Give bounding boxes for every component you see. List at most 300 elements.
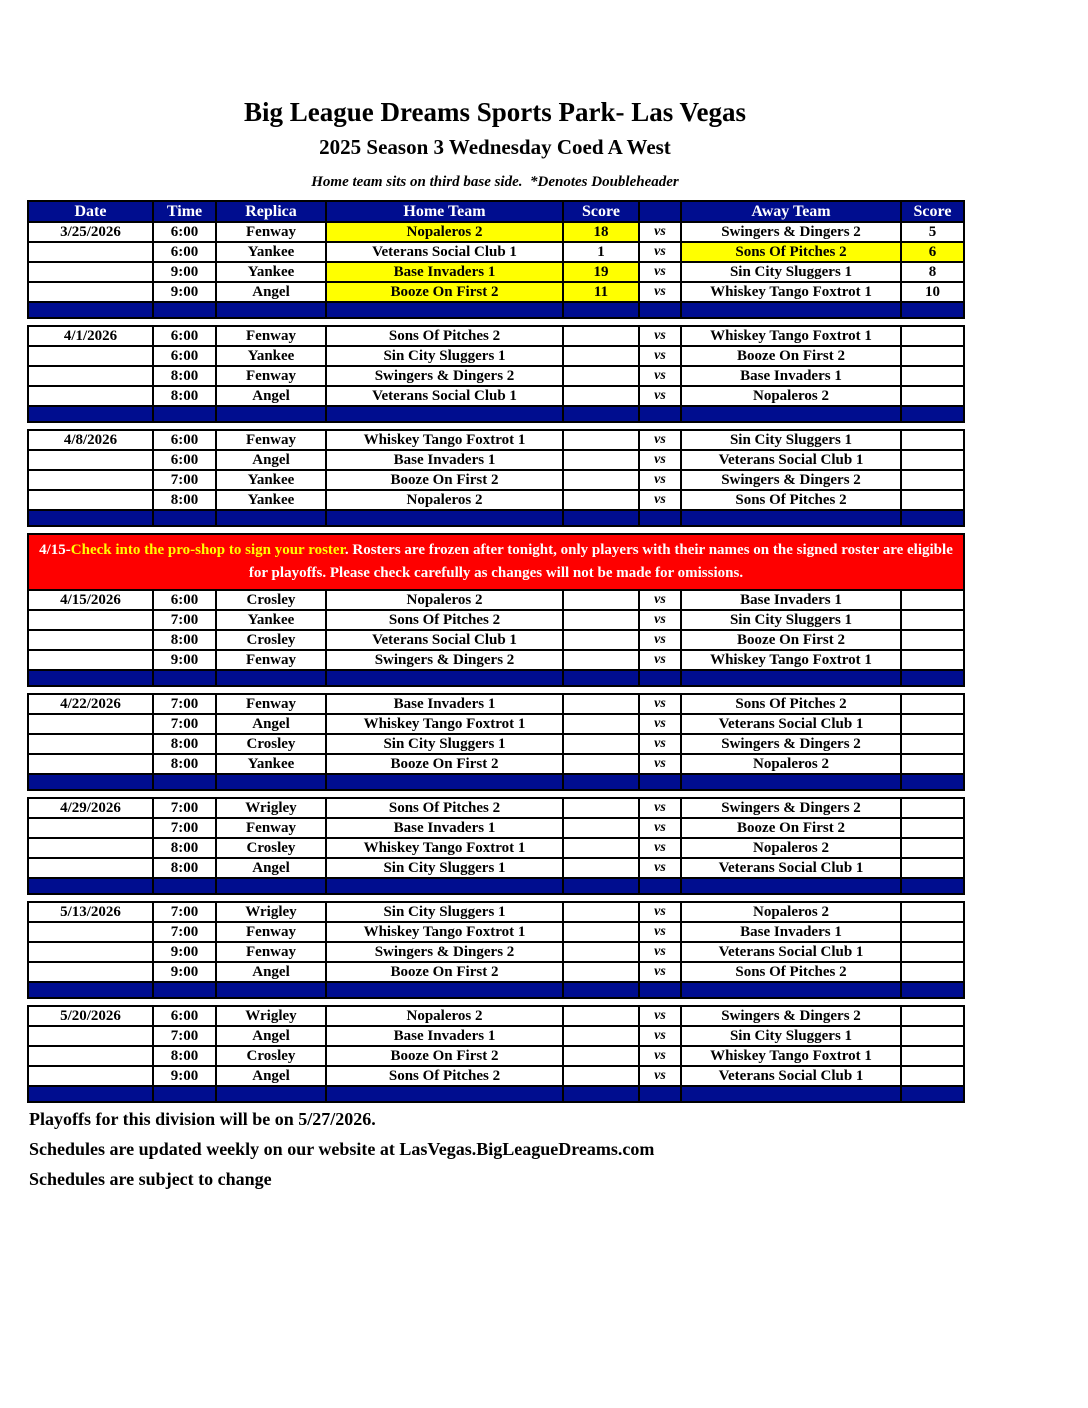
cell-date <box>28 942 153 962</box>
cell-home-score <box>563 942 639 962</box>
separator-cell <box>901 406 964 422</box>
cell-away-score <box>901 838 964 858</box>
cell-vs: vs <box>639 430 681 450</box>
spacer-row <box>28 686 964 694</box>
spacer-cell <box>28 686 964 694</box>
game-row <box>28 590 964 610</box>
cell-replica: Wrigley <box>216 1006 326 1026</box>
cell-away-team: Sons Of Pitches 2 <box>681 962 901 982</box>
game-row <box>28 754 964 774</box>
game-row <box>28 630 964 650</box>
cell-home-team: Whiskey Tango Foxtrot 1 <box>326 430 563 450</box>
cell-away-team: Swingers & Dingers 2 <box>681 1006 901 1026</box>
cell-home-score <box>563 386 639 406</box>
separator-cell <box>681 670 901 686</box>
separator-cell <box>326 670 563 686</box>
separator-cell <box>681 510 901 526</box>
cell-vs: vs <box>639 222 681 242</box>
cell-vs: vs <box>639 902 681 922</box>
cell-date <box>28 1026 153 1046</box>
game-row <box>28 818 964 838</box>
cell-home-score: 1 <box>563 242 639 262</box>
cell-vs: vs <box>639 694 681 714</box>
separator-cell <box>153 510 216 526</box>
separator-cell <box>216 302 326 318</box>
cell-away-score <box>901 346 964 366</box>
separator-row <box>28 670 964 686</box>
separator-row <box>28 510 964 526</box>
separator-cell <box>326 302 563 318</box>
cell-away-team: Sin City Sluggers 1 <box>681 430 901 450</box>
cell-replica: Yankee <box>216 470 326 490</box>
cell-home-score <box>563 630 639 650</box>
cell-home-team: Booze On First 2 <box>326 754 563 774</box>
home-team-note: Home team sits on third base side. *Denotes Doubleheader <box>311 174 679 190</box>
spacer-cell <box>28 894 964 902</box>
cell-date <box>28 838 153 858</box>
cell-home-score <box>563 650 639 670</box>
game-row <box>28 902 964 922</box>
cell-replica: Yankee <box>216 610 326 630</box>
cell-replica: Fenway <box>216 942 326 962</box>
cell-replica: Angel <box>216 282 326 302</box>
schedule-body <box>28 222 964 1102</box>
separator-cell <box>901 774 964 790</box>
cell-home-team: Whiskey Tango Foxtrot 1 <box>326 714 563 734</box>
cell-away-score <box>901 942 964 962</box>
cell-home-score <box>563 366 639 386</box>
cell-replica: Fenway <box>216 650 326 670</box>
cell-date <box>28 962 153 982</box>
separator-cell <box>563 982 639 998</box>
cell-time: 7:00 <box>153 694 216 714</box>
cell-home-team: Sons Of Pitches 2 <box>326 610 563 630</box>
cell-home-team: Nopaleros 2 <box>326 490 563 510</box>
cell-away-score <box>901 490 964 510</box>
separator-cell <box>563 510 639 526</box>
cell-home-team: Booze On First 2 <box>326 470 563 490</box>
cell-home-score <box>563 962 639 982</box>
cell-date: 4/22/2026 <box>28 694 153 714</box>
cell-replica: Yankee <box>216 754 326 774</box>
separator-cell <box>326 406 563 422</box>
cell-replica: Crosley <box>216 838 326 858</box>
cell-vs: vs <box>639 858 681 878</box>
cell-vs: vs <box>639 242 681 262</box>
separator-cell <box>28 982 153 998</box>
cell-away-score <box>901 714 964 734</box>
cell-home-score <box>563 838 639 858</box>
cell-home-score <box>563 754 639 774</box>
cell-away-team: Nopaleros 2 <box>681 386 901 406</box>
cell-away-score <box>901 326 964 346</box>
separator-row <box>28 982 964 998</box>
cell-away-team: Sons Of Pitches 2 <box>681 694 901 714</box>
cell-vs: vs <box>639 1026 681 1046</box>
cell-home-team: Veterans Social Club 1 <box>326 630 563 650</box>
game-row <box>28 1026 964 1046</box>
game-row <box>28 858 964 878</box>
game-row <box>28 942 964 962</box>
cell-vs: vs <box>639 386 681 406</box>
cell-date: 5/20/2026 <box>28 1006 153 1026</box>
cell-home-team: Booze On First 2 <box>326 1046 563 1066</box>
separator-cell <box>563 774 639 790</box>
cell-replica: Wrigley <box>216 902 326 922</box>
cell-vs: vs <box>639 734 681 754</box>
cell-date: 3/25/2026 <box>28 222 153 242</box>
cell-home-score <box>563 1006 639 1026</box>
cell-date <box>28 242 153 262</box>
cell-away-team: Veterans Social Club 1 <box>681 450 901 470</box>
spacer-cell <box>28 526 964 534</box>
game-row <box>28 694 964 714</box>
cell-home-score <box>563 902 639 922</box>
cell-time: 6:00 <box>153 242 216 262</box>
cell-away-team: Swingers & Dingers 2 <box>681 798 901 818</box>
cell-date: 4/15/2026 <box>28 590 153 610</box>
col-header-time: Time <box>153 201 216 222</box>
spacer-cell <box>28 998 964 1006</box>
cell-vs: vs <box>639 630 681 650</box>
cell-date <box>28 610 153 630</box>
cell-away-team: Booze On First 2 <box>681 346 901 366</box>
cell-home-team: Sons Of Pitches 2 <box>326 326 563 346</box>
cell-date <box>28 386 153 406</box>
cell-home-score <box>563 450 639 470</box>
cell-date <box>28 366 153 386</box>
game-row <box>28 430 964 450</box>
cell-time: 7:00 <box>153 1026 216 1046</box>
footer <box>29 1109 1088 1190</box>
cell-vs: vs <box>639 754 681 774</box>
spacer-row <box>28 526 964 534</box>
cell-away-score <box>901 386 964 406</box>
col-header-vs <box>639 201 681 222</box>
cell-time: 8:00 <box>153 734 216 754</box>
cell-time: 6:00 <box>153 590 216 610</box>
cell-vs: vs <box>639 962 681 982</box>
separator-cell <box>216 878 326 894</box>
cell-away-team: Booze On First 2 <box>681 818 901 838</box>
cell-away-score: 10 <box>901 282 964 302</box>
cell-vs: vs <box>639 590 681 610</box>
separator-cell <box>563 670 639 686</box>
cell-vs: vs <box>639 818 681 838</box>
separator-cell <box>563 302 639 318</box>
cell-time: 8:00 <box>153 386 216 406</box>
cell-away-score: 5 <box>901 222 964 242</box>
cell-vs: vs <box>639 1046 681 1066</box>
cell-away-score <box>901 818 964 838</box>
col-header-replica: Replica <box>216 201 326 222</box>
separator-row <box>28 878 964 894</box>
cell-away-team: Veterans Social Club 1 <box>681 714 901 734</box>
cell-time: 7:00 <box>153 922 216 942</box>
separator-cell <box>326 982 563 998</box>
cell-home-team: Veterans Social Club 1 <box>326 386 563 406</box>
cell-time: 8:00 <box>153 366 216 386</box>
cell-time: 9:00 <box>153 262 216 282</box>
cell-away-team: Veterans Social Club 1 <box>681 858 901 878</box>
cell-vs: vs <box>639 262 681 282</box>
col-header-away-team: Away Team <box>681 201 901 222</box>
game-row <box>28 1046 964 1066</box>
separator-cell <box>216 1086 326 1102</box>
cell-home-team: Base Invaders 1 <box>326 1026 563 1046</box>
cell-vs: vs <box>639 838 681 858</box>
cell-away-team: Swingers & Dingers 2 <box>681 222 901 242</box>
cell-home-score <box>563 858 639 878</box>
cell-date <box>28 346 153 366</box>
game-row <box>28 1006 964 1026</box>
game-row <box>28 450 964 470</box>
cell-home-team: Swingers & Dingers 2 <box>326 650 563 670</box>
separator-cell <box>326 1086 563 1102</box>
cell-replica: Fenway <box>216 818 326 838</box>
cell-away-score: 8 <box>901 262 964 282</box>
spacer-row <box>28 894 964 902</box>
separator-cell <box>153 982 216 998</box>
cell-time: 6:00 <box>153 222 216 242</box>
cell-away-team: Base Invaders 1 <box>681 590 901 610</box>
cell-time: 9:00 <box>153 650 216 670</box>
separator-cell <box>639 302 681 318</box>
cell-home-score <box>563 714 639 734</box>
cell-vs: vs <box>639 470 681 490</box>
cell-date <box>28 754 153 774</box>
cell-home-score <box>563 798 639 818</box>
cell-time: 8:00 <box>153 838 216 858</box>
banner-rest-text: . Rosters are frozen after tonight, only players with their names on the signed roster are eligible for playoffs. Please check carefully as changes will not be made for omissions. <box>248 542 953 581</box>
cell-vs: vs <box>639 1006 681 1026</box>
game-row <box>28 922 964 942</box>
cell-date <box>28 1066 153 1086</box>
cell-away-score <box>901 902 964 922</box>
cell-away-team: Base Invaders 1 <box>681 922 901 942</box>
cell-date <box>28 470 153 490</box>
cell-away-score <box>901 962 964 982</box>
cell-away-score <box>901 798 964 818</box>
cell-home-team: Sin City Sluggers 1 <box>326 858 563 878</box>
cell-away-team: Sons Of Pitches 2 <box>681 490 901 510</box>
separator-cell <box>563 878 639 894</box>
col-header-home-score: Score <box>563 201 639 222</box>
cell-vs: vs <box>639 346 681 366</box>
separator-cell <box>901 302 964 318</box>
cell-vs: vs <box>639 366 681 386</box>
cell-away-score <box>901 1026 964 1046</box>
spacer-row <box>28 422 964 430</box>
spacer-row <box>28 998 964 1006</box>
cell-time: 9:00 <box>153 942 216 962</box>
cell-away-score <box>901 470 964 490</box>
cell-replica: Yankee <box>216 490 326 510</box>
cell-time: 9:00 <box>153 282 216 302</box>
cell-away-score <box>901 590 964 610</box>
game-row <box>28 610 964 630</box>
cell-away-team: Nopaleros 2 <box>681 902 901 922</box>
cell-home-team: Booze On First 2 <box>326 282 563 302</box>
cell-home-score <box>563 1026 639 1046</box>
game-row <box>28 470 964 490</box>
cell-replica: Crosley <box>216 1046 326 1066</box>
cell-vs: vs <box>639 326 681 346</box>
cell-vs: vs <box>639 610 681 630</box>
cell-date: 4/8/2026 <box>28 430 153 450</box>
spacer-row <box>28 790 964 798</box>
cell-away-team: Base Invaders 1 <box>681 366 901 386</box>
header-row <box>28 201 964 222</box>
separator-cell <box>153 406 216 422</box>
cell-vs: vs <box>639 942 681 962</box>
game-row <box>28 838 964 858</box>
cell-date <box>28 734 153 754</box>
separator-cell <box>681 982 901 998</box>
cell-replica: Fenway <box>216 366 326 386</box>
cell-date: 4/29/2026 <box>28 798 153 818</box>
cell-time: 6:00 <box>153 346 216 366</box>
cell-replica: Wrigley <box>216 798 326 818</box>
separator-cell <box>681 1086 901 1102</box>
cell-home-team: Booze On First 2 <box>326 962 563 982</box>
game-row <box>28 366 964 386</box>
spacer-cell <box>28 318 964 326</box>
footer-website-line: Schedules are updated weekly on our website at LasVegas.BigLeagueDreams.com <box>29 1139 655 1159</box>
cell-time: 7:00 <box>153 610 216 630</box>
separator-cell <box>901 982 964 998</box>
separator-cell <box>639 878 681 894</box>
col-header-home-team: Home Team <box>326 201 563 222</box>
cell-date <box>28 490 153 510</box>
separator-cell <box>639 774 681 790</box>
separator-cell <box>153 878 216 894</box>
cell-date <box>28 858 153 878</box>
separator-cell <box>639 982 681 998</box>
cell-away-score <box>901 694 964 714</box>
game-row <box>28 386 964 406</box>
cell-replica: Angel <box>216 962 326 982</box>
banner-date-prefix: 4/15- <box>39 542 71 558</box>
game-row <box>28 262 964 282</box>
separator-cell <box>153 302 216 318</box>
cell-away-score <box>901 754 964 774</box>
cell-time: 7:00 <box>153 902 216 922</box>
cell-home-score <box>563 922 639 942</box>
cell-time: 8:00 <box>153 630 216 650</box>
cell-time: 6:00 <box>153 1006 216 1026</box>
cell-home-team: Base Invaders 1 <box>326 818 563 838</box>
cell-date <box>28 714 153 734</box>
cell-replica: Angel <box>216 450 326 470</box>
cell-replica: Yankee <box>216 242 326 262</box>
game-row <box>28 282 964 302</box>
cell-home-team: Nopaleros 2 <box>326 222 563 242</box>
separator-row <box>28 774 964 790</box>
cell-replica: Angel <box>216 386 326 406</box>
cell-away-team: Sons Of Pitches 2 <box>681 242 901 262</box>
cell-away-score <box>901 450 964 470</box>
separator-cell <box>639 406 681 422</box>
spacer-row <box>28 318 964 326</box>
cell-home-team: Base Invaders 1 <box>326 450 563 470</box>
separator-cell <box>216 670 326 686</box>
cell-home-team: Sin City Sluggers 1 <box>326 902 563 922</box>
cell-home-score <box>563 470 639 490</box>
cell-home-score <box>563 346 639 366</box>
cell-date <box>28 450 153 470</box>
cell-vs: vs <box>639 490 681 510</box>
cell-replica: Fenway <box>216 694 326 714</box>
cell-away-team: Nopaleros 2 <box>681 754 901 774</box>
cell-home-score <box>563 818 639 838</box>
cell-home-team: Swingers & Dingers 2 <box>326 942 563 962</box>
game-row <box>28 650 964 670</box>
cell-home-score: 19 <box>563 262 639 282</box>
cell-time: 7:00 <box>153 714 216 734</box>
cell-away-score: 6 <box>901 242 964 262</box>
separator-cell <box>28 406 153 422</box>
cell-home-team: Whiskey Tango Foxtrot 1 <box>326 838 563 858</box>
separator-cell <box>901 670 964 686</box>
cell-date <box>28 1046 153 1066</box>
game-row <box>28 714 964 734</box>
cell-vs: vs <box>639 798 681 818</box>
cell-time: 9:00 <box>153 962 216 982</box>
cell-away-team: Whiskey Tango Foxtrot 1 <box>681 282 901 302</box>
separator-cell <box>563 406 639 422</box>
cell-replica: Crosley <box>216 734 326 754</box>
separator-cell <box>681 774 901 790</box>
separator-cell <box>153 774 216 790</box>
cell-vs: vs <box>639 1066 681 1086</box>
game-row <box>28 1066 964 1086</box>
separator-cell <box>326 878 563 894</box>
cell-date <box>28 282 153 302</box>
separator-row <box>28 1086 964 1102</box>
game-row <box>28 222 964 242</box>
cell-replica: Fenway <box>216 326 326 346</box>
cell-away-team: Veterans Social Club 1 <box>681 942 901 962</box>
page-subtitle: 2025 Season 3 Wednesday Coed A West <box>319 135 671 159</box>
separator-cell <box>563 1086 639 1102</box>
footer-playoffs-line: Playoffs for this division will be on 5/27/2026. <box>29 1109 376 1129</box>
cell-replica: Crosley <box>216 590 326 610</box>
cell-away-team: Nopaleros 2 <box>681 838 901 858</box>
cell-date: 5/13/2026 <box>28 902 153 922</box>
separator-cell <box>681 302 901 318</box>
separator-cell <box>326 774 563 790</box>
cell-home-team: Sons Of Pitches 2 <box>326 1066 563 1086</box>
separator-cell <box>326 510 563 526</box>
game-row <box>28 734 964 754</box>
cell-home-score <box>563 490 639 510</box>
cell-home-team: Veterans Social Club 1 <box>326 242 563 262</box>
cell-time: 8:00 <box>153 1046 216 1066</box>
game-row <box>28 962 964 982</box>
cell-away-score <box>901 858 964 878</box>
cell-replica: Angel <box>216 858 326 878</box>
cell-away-team: Sin City Sluggers 1 <box>681 610 901 630</box>
cell-home-team: Sin City Sluggers 1 <box>326 734 563 754</box>
cell-away-score <box>901 430 964 450</box>
cell-away-team: Sin City Sluggers 1 <box>681 1026 901 1046</box>
spacer-cell <box>28 422 964 430</box>
col-header-away-score: Score <box>901 201 964 222</box>
cell-home-team: Nopaleros 2 <box>326 1006 563 1026</box>
cell-date <box>28 650 153 670</box>
separator-cell <box>639 1086 681 1102</box>
